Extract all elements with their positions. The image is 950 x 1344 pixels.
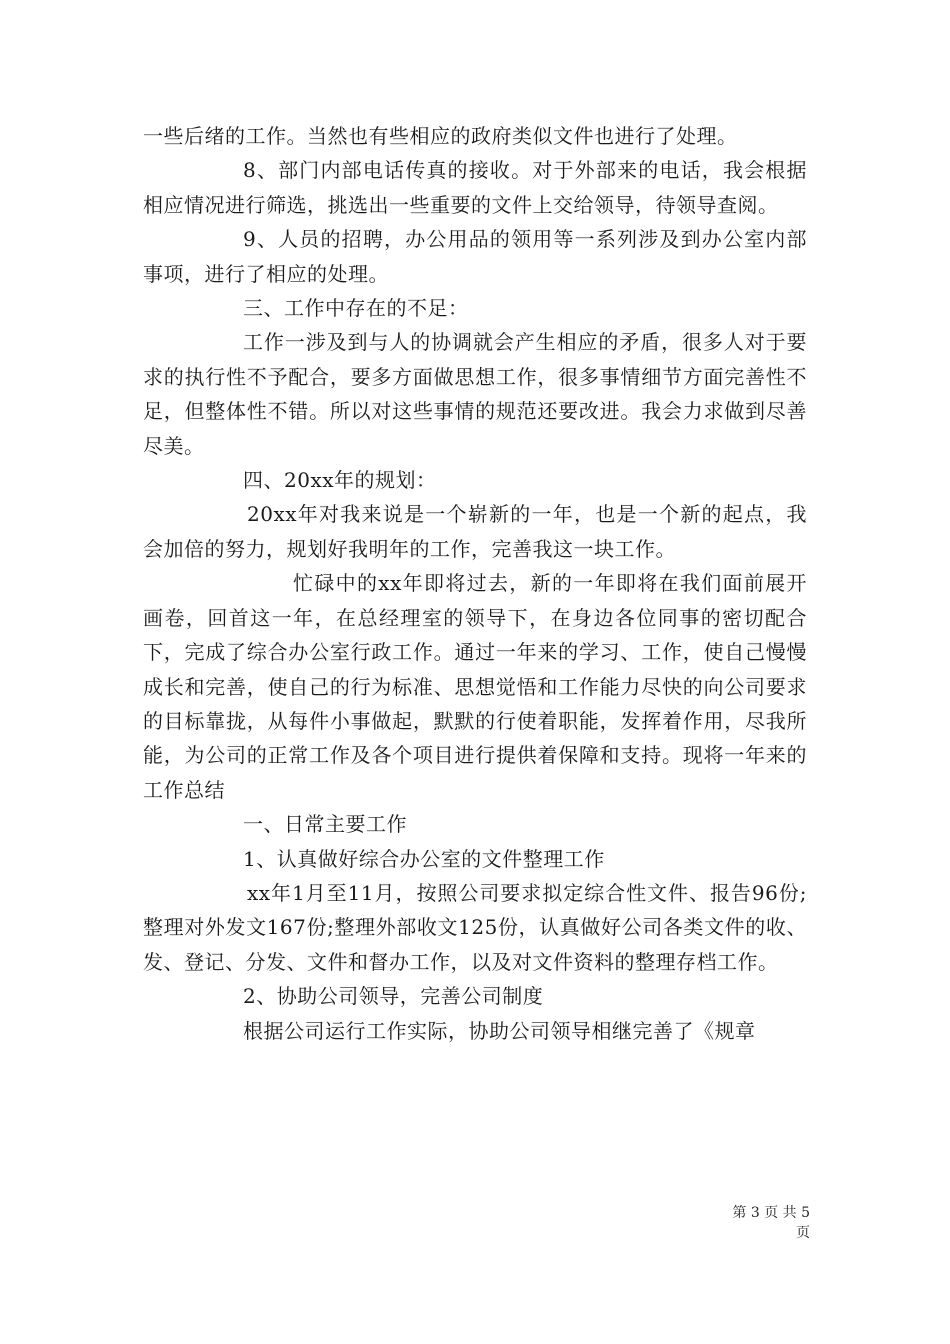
paragraph-6: 20xx年对我来说是一个崭新的一年，也是一个新的起点，我会加倍的努力，规划好我明年的工作，完善我这一块工作。 bbox=[143, 502, 807, 561]
paragraph-1: 8、部门内部电话传真的接收。对于外部来的电话，我会根据相应情况进行筛选，挑选出一些重要的文件上交给领导，待领导查阅。 bbox=[143, 158, 807, 217]
subheading-2: 2、协助公司领导，完善公司制度 bbox=[243, 984, 544, 1009]
paragraph-4: 工作一涉及到与人的协调就会产生相应的矛盾，很多人对于要求的执行性不予配合，要多方面做思想工作，很多事情细节方面完善性不足，但整体性不错。所以对这些事情的规范还要改进。我会力求做到尽善尽美。 bbox=[143, 330, 807, 458]
paragraph-7: 忙碌中的xx年即将过去，新的一年即将在我们面前展开画卷，回首这一年，在总经理室的领导下，在身边各位同事的密切配合下，完成了综合办公室行政工作。通过一年来的学习、工作，使自己慢慢成长和完善，使自己的行为标准、思想觉悟和工作能力尽快的向公司要求的目标靠拢，从每件小事做起，默默的行使着职能，发挥着作用，尽我所能，为公司的正常工作及各个项目进行提供着保障和支持。现将一年来的工作总结 bbox=[143, 571, 807, 802]
paragraph-10: xx年1月至11月，按照公司要求拟定综合性文件、报告96份;整理对外发文167份;整理外部收文125份，认真做好公司各类文件的收、发、登记、分发、文件和督办工作，以及对文件资料的整理存档工作。 bbox=[143, 880, 807, 974]
paragraph-2: 9、人员的招聘，办公用品的领用等一系列涉及到办公室内部事项，进行了相应的处理。 bbox=[143, 227, 807, 286]
section-heading-3: 三、工作中存在的不足： bbox=[243, 296, 469, 321]
section-heading-4: 四、20xx年的规划： bbox=[243, 468, 437, 493]
section-heading-1: 一、日常主要工作 bbox=[243, 812, 407, 837]
subheading-1: 1、认真做好综合办公室的文件整理工作 bbox=[243, 846, 605, 871]
page-number: 第 3 页 共 5 页 bbox=[732, 1205, 810, 1241]
paragraph-12: 根据公司运行工作实际，协助公司领导相继完善了《规章 bbox=[243, 1018, 756, 1043]
document-body bbox=[143, 119, 807, 1048]
paragraph-0: 一些后绪的工作。当然也有些相应的政府类似文件也进行了处理。 bbox=[143, 124, 738, 148]
